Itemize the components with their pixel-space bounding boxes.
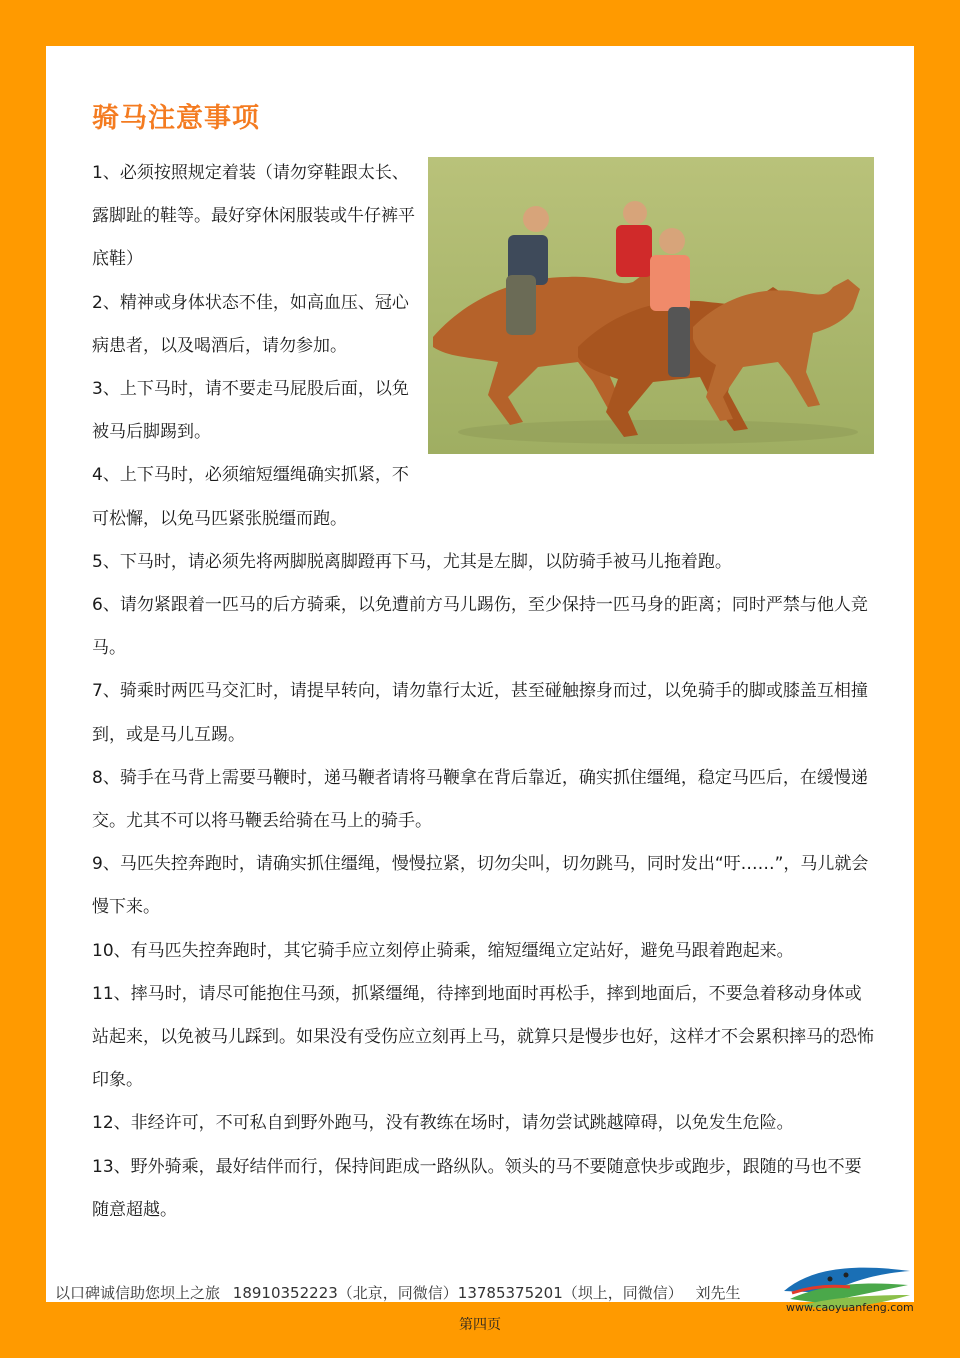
- page-title: 骑马注意事项: [92, 103, 260, 134]
- rule-item: 6、请勿紧跟着一匹马的后方骑乘，以免遭前方马儿踢伤，至少保持一匹马身的距离；同时严禁与他人竞马。: [92, 595, 868, 659]
- footer-contact-name: 刘先生: [695, 1284, 741, 1302]
- footer-contact: [55, 1282, 749, 1303]
- page-number: 第四页: [459, 1317, 501, 1333]
- footer-phones: 18910352223（北京，同微信）13785375201（坝上，同微信）: [232, 1284, 683, 1302]
- rule-item: 12、非经许可，不可私自到野外跑马，没有教练在场时，请勿尝试跳越障碍，以免发生危险。: [92, 1113, 794, 1134]
- rule-item: 4、上下马时，必须缩短缰绳确实抓紧，不可松懈，以免马匹紧张脱缰而跑。: [92, 465, 409, 529]
- rule-item: 5、下马时，请必须先将两脚脱离脚蹬再下马，尤其是左脚，以防骑手被马儿拖着跑。: [92, 551, 732, 572]
- rule-item: 2、精神或身体状态不佳，如高血压、冠心病患者，以及喝酒后，请勿参加。: [92, 292, 409, 356]
- rule-item: 1、必须按照规定着装（请勿穿鞋跟太长、露脚趾的鞋等。最好穿休闲服装或牛仔裤平底鞋）: [92, 163, 415, 270]
- rule-item: 9、马匹失控奔跑时，请确实抓住缰绳，慢慢拉紧，切勿尖叫，切勿跳马，同时发出“吁……”，马儿就会慢下来。: [92, 854, 869, 918]
- logo-url[interactable]: www.caoyuanfeng.com: [786, 1301, 914, 1314]
- rule-item: 10、有马匹失控奔跑时，其它骑手应立刻停止骑乘，缩短缰绳立定站好，避免马跟着跑起来。: [92, 940, 794, 961]
- footer-slogan: 以口碑诚信助您坝上之旅: [55, 1284, 221, 1302]
- rule-item: 7、骑乘时两匹马交汇时，请提早转向，请勿靠行太近，甚至碰触擦身而过，以免骑手的脚或膝盖互相撞到，或是马儿互踢。: [92, 681, 868, 745]
- document-page: [46, 46, 914, 1314]
- rule-item: 8、骑手在马背上需要马鞭时，递马鞭者请将马鞭拿在背后靠近，确实抓住缰绳，稳定马匹后，在缓慢递交。尤其不可以将马鞭丢给骑在马上的骑手。: [92, 767, 868, 832]
- rules-list: [92, 152, 876, 1232]
- rule-item: 11、摔马时，请尽可能抱住马颈，抓紧缰绳，待摔到地面时再松手，摔到地面后，不要急着移动身体或站起来，以免被马儿踩到。如果没有受伤应立刻再上马，就算只是慢步也好，这样才不会累积摔马的恐怖印象。: [92, 983, 874, 1091]
- rule-item: 3、上下马时，请不要走马屁股后面，以免被马后脚踢到。: [92, 379, 409, 443]
- rule-item: 13、野外骑乘，最好结伴而行，保持间距成一路纵队。领头的马不要随意快步或跑步，跟随的马也不要随意超越。: [92, 1156, 862, 1220]
